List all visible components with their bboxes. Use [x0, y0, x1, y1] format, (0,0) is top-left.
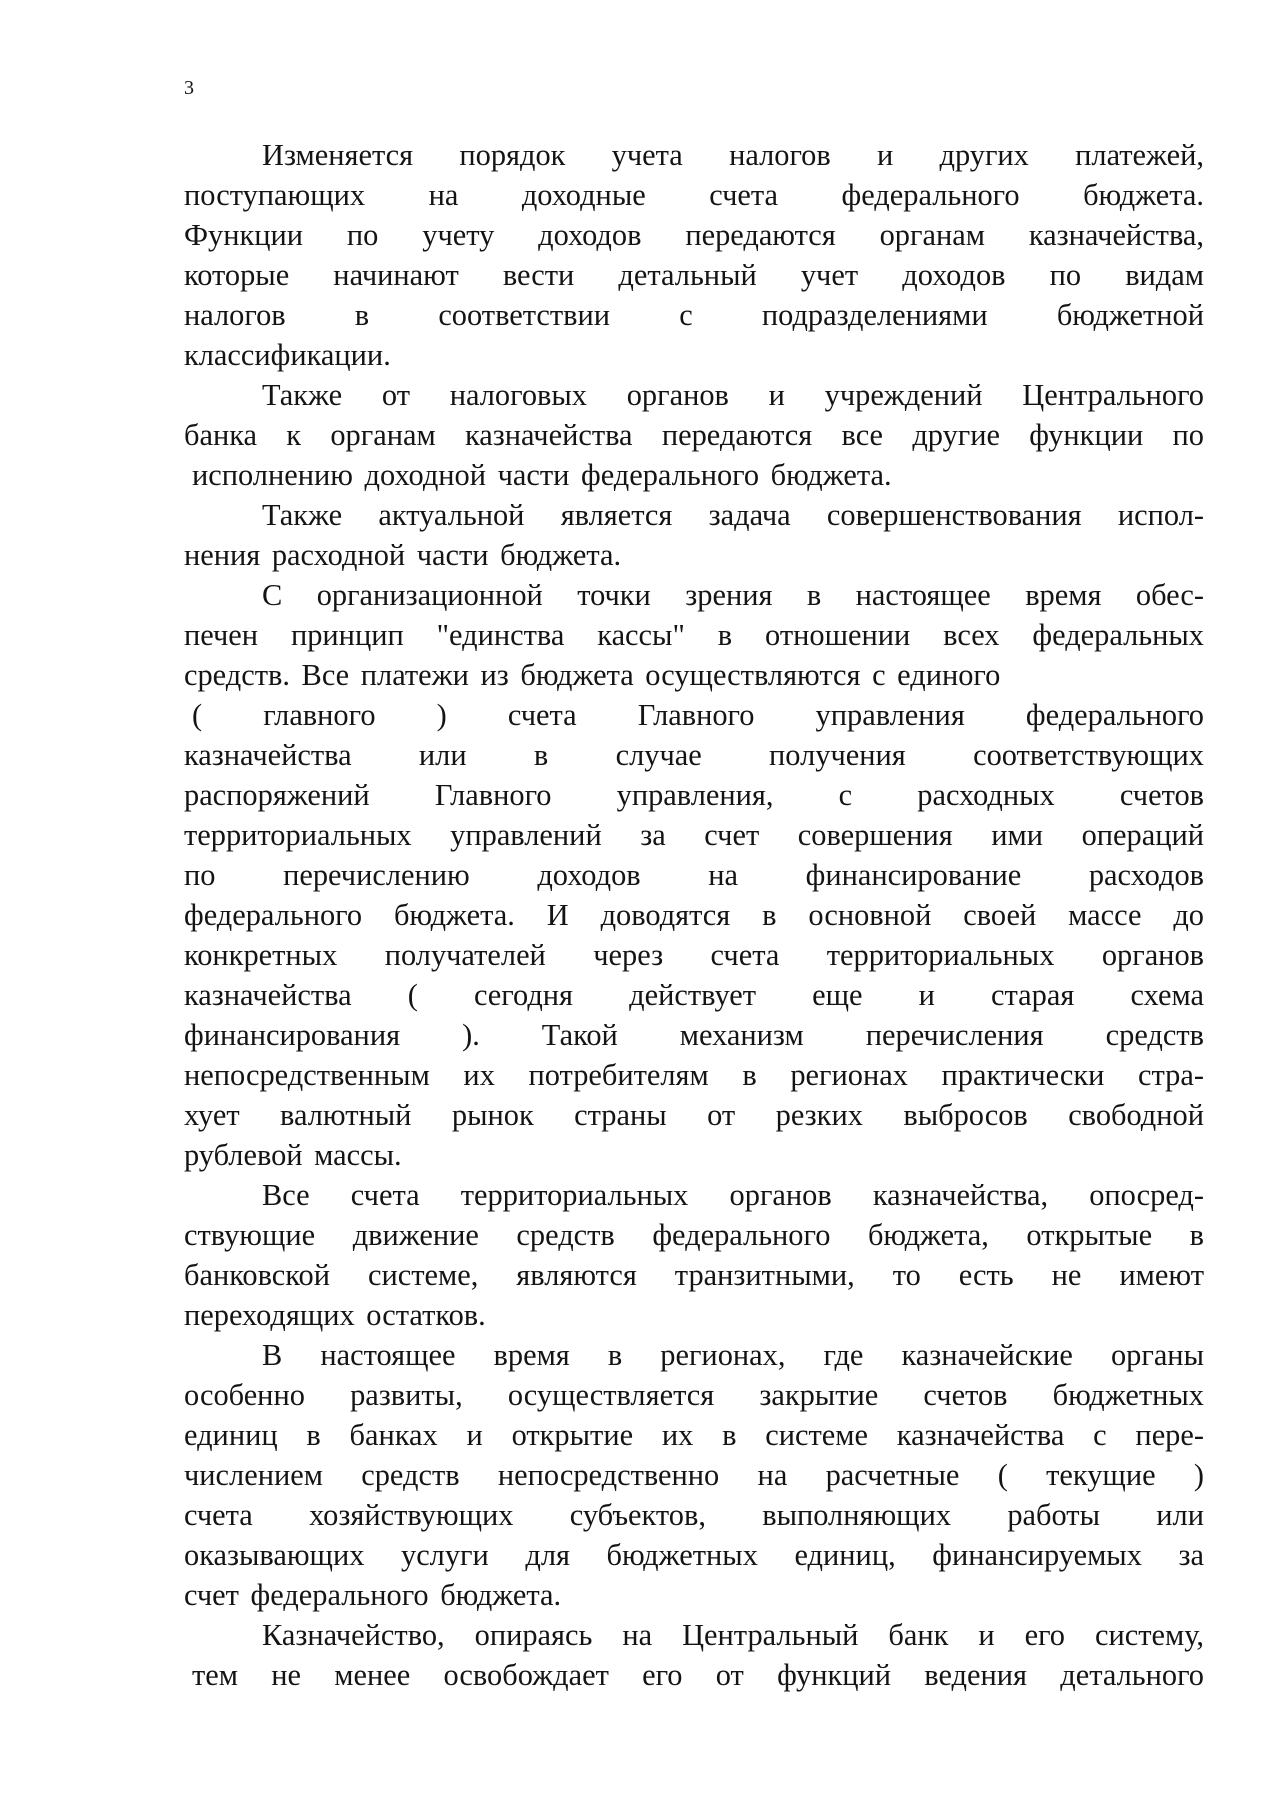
text-line: В настоящее время в регионах, где казначейские органы: [262, 1338, 1204, 1372]
text-line: казначейства ( сегодня действует еще и старая схема: [184, 978, 1204, 1012]
text-line: территориальных управлений за счет совершения ими операций: [184, 818, 1204, 852]
text-line: классификации.: [184, 338, 391, 372]
text-line: нения расходной части бюджета.: [184, 538, 622, 572]
text-line: единиц в банках и открытие их в системе казначейства с пере-: [184, 1418, 1204, 1452]
text-line: рублевой массы.: [184, 1138, 402, 1172]
text-line: средств. Все платежи из бюджета осуществляются с единого: [184, 658, 1001, 692]
text-line: исполнению доходной части федерального бюджета.: [192, 458, 892, 492]
paragraph: [184, 495, 1204, 575]
text-line: Все счета территориальных органов казначейства, опосред-: [262, 1178, 1204, 1212]
text-line: хует валютный рынок страны от резких выбросов свободной: [184, 1098, 1204, 1132]
paragraph: [184, 1335, 1204, 1615]
text-line: по перечислению доходов на финансирование расходов: [184, 858, 1204, 892]
text-line: тем не менее освобождает его от функций ведения детального: [192, 1658, 1204, 1692]
text-line: С организационной точки зрения в настоящее время обес-: [262, 578, 1204, 612]
text-line: особенно развиты, осуществляется закрытие счетов бюджетных: [184, 1378, 1204, 1412]
text-line: которые начинают вести детальный учет доходов по видам: [184, 258, 1204, 292]
paragraph: [184, 1175, 1204, 1335]
text-line: ствующие движение средств федерального бюджета, открытые в: [184, 1218, 1204, 1252]
paragraph: [184, 575, 1204, 1175]
text-line: счет федерального бюджета.: [184, 1578, 562, 1612]
paragraph: [184, 375, 1204, 495]
text-line: ( главного ) счета Главного управления федерального: [192, 698, 1204, 732]
text-line: казначейства или в случае получения соответствующих: [184, 738, 1204, 772]
text-line: банка к органам казначейства передаются все другие функции по: [184, 418, 1204, 452]
text-line: переходящих остатков.: [184, 1298, 486, 1332]
text-line: Изменяется порядок учета налогов и других платежей,: [262, 138, 1204, 172]
text-line: печен принцип "единства кассы" в отношении всех федеральных: [184, 618, 1204, 652]
document-body: [184, 135, 1204, 1695]
text-line: конкретных получателей через счета территориальных органов: [184, 938, 1204, 972]
text-line: непосредственным их потребителям в регионах практически стра-: [184, 1058, 1204, 1092]
text-line: распоряжений Главного управления, с расходных счетов: [184, 778, 1204, 812]
text-line: Также актуальной является задача совершенствования испол-: [262, 498, 1204, 532]
text-line: счета хозяйствующих субъектов, выполняющих работы или: [184, 1498, 1204, 1532]
text-line: налогов в соответствии с подразделениями бюджетной: [184, 298, 1204, 332]
text-line: числением средств непосредственно на расчетные ( текущие ): [184, 1458, 1204, 1492]
text-line: финансирования ). Такой механизм перечисления средств: [184, 1018, 1204, 1052]
text-line: Казначейство, опираясь на Центральный банк и его систему,: [262, 1618, 1204, 1652]
paragraph: [184, 135, 1204, 375]
text-line: банковской системе, являются транзитными, то есть не имеют: [184, 1258, 1204, 1292]
text-line: Также от налоговых органов и учреждений Центрального: [262, 378, 1204, 412]
paragraph: [184, 1615, 1204, 1695]
text-line: поступающих на доходные счета федерального бюджета.: [184, 178, 1204, 212]
text-line: Функции по учету доходов передаются органам казначейства,: [184, 218, 1204, 252]
text-line: оказывающих услуги для бюджетных единиц, финансируемых за: [184, 1538, 1204, 1572]
text-line: федерального бюджета. И доводятся в основной своей массе до: [184, 898, 1204, 932]
page-number: 3: [184, 77, 194, 99]
